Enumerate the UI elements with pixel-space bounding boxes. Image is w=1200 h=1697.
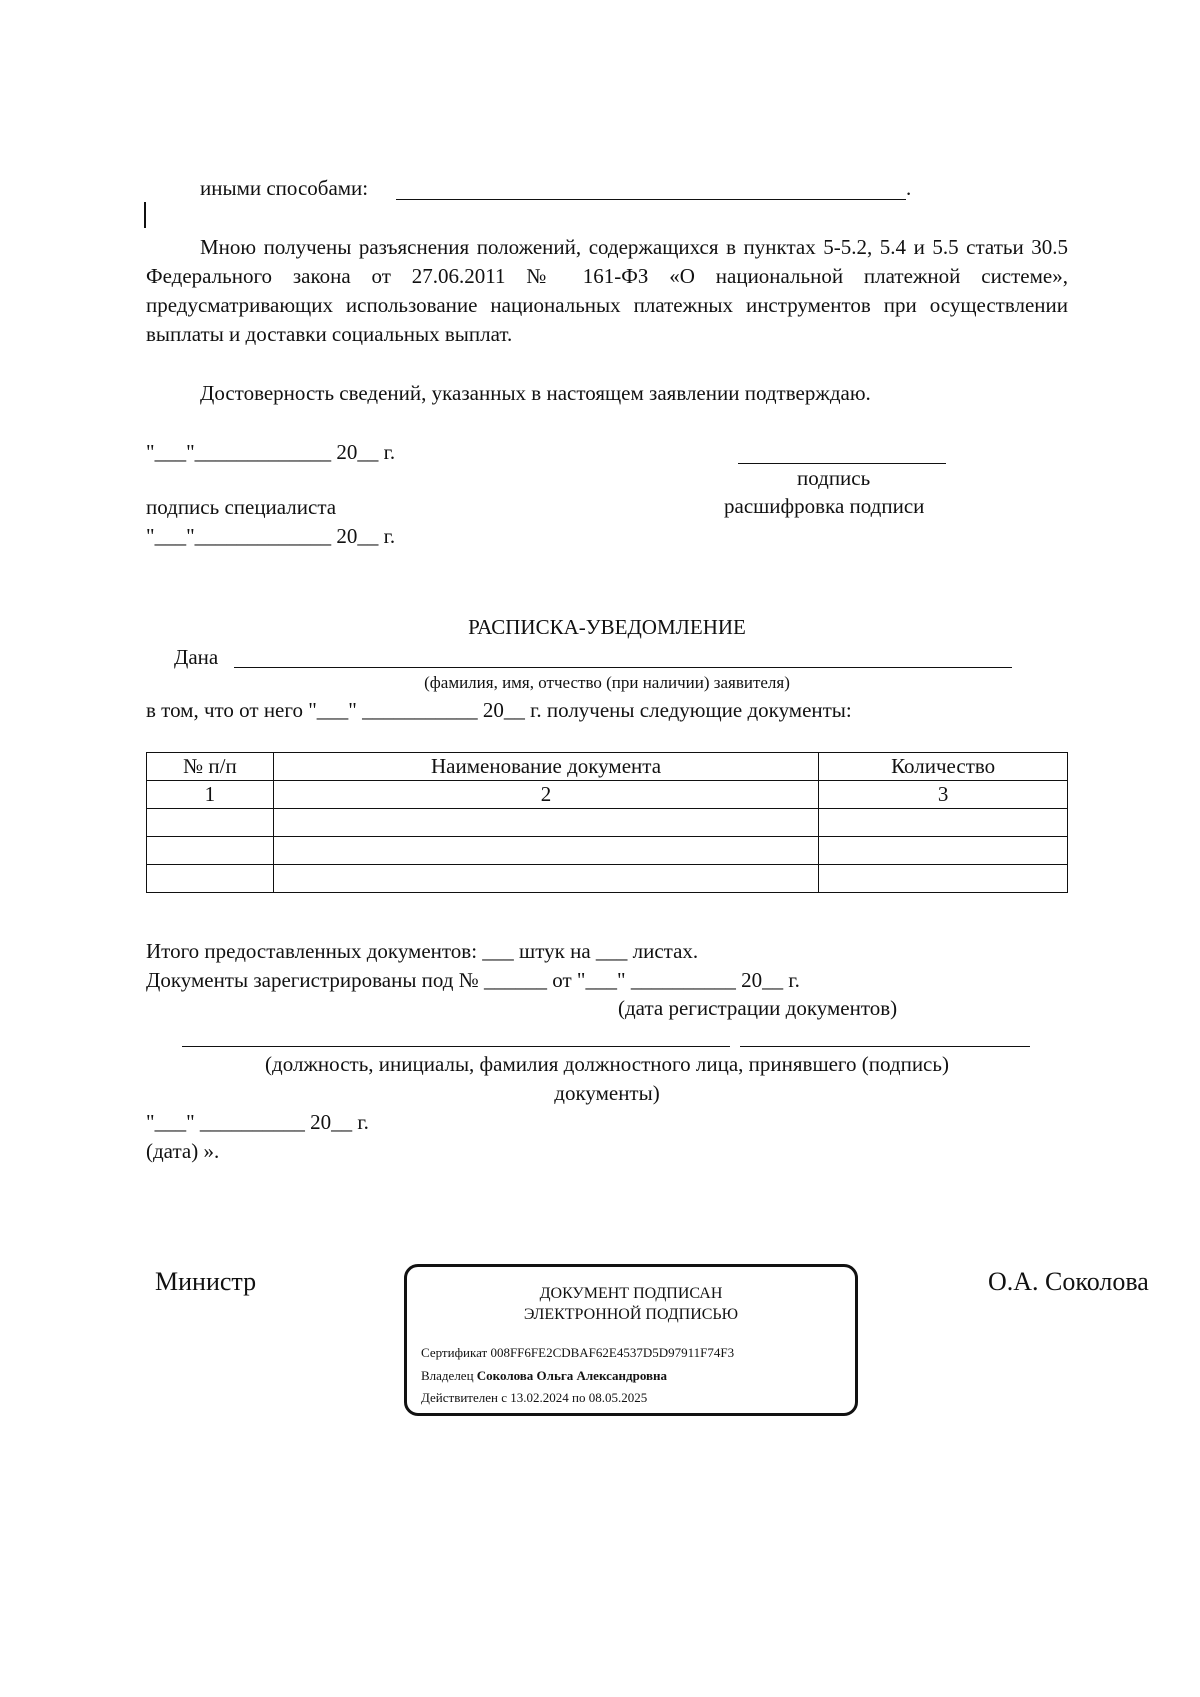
official-name-field-line (182, 1046, 730, 1047)
applicant-caption: (фамилия, имя, отчество (при наличии) заявителя) (424, 673, 790, 692)
table-cell (273, 837, 818, 865)
official-caption-line2: документы) (554, 1081, 660, 1105)
stamp-title-line2: ЭЛЕКТРОННОЙ ПОДПИСЬЮ (523, 1306, 739, 1323)
specialist-date-line: "___"_____________ 20__ г. (146, 524, 396, 548)
applicant-name-field-line (234, 667, 1012, 668)
applicant-date-line: "___"_____________ 20__ г. (146, 440, 396, 464)
registration-date-caption: (дата регистрации документов) (618, 996, 898, 1020)
table-cell (147, 865, 274, 893)
valid-label: Действителен с (421, 1390, 507, 1405)
other-methods-period: . (906, 176, 912, 200)
official-signature-field-line (740, 1046, 1030, 1047)
signature-label: подпись (797, 466, 871, 490)
certificate-value: 008FF6FE2CDBAF62E4537D5D97911F74F3 (490, 1345, 735, 1360)
table-cell (819, 837, 1068, 865)
signature-field-line (738, 463, 946, 464)
signature-decoding-label: расшифровка подписи (724, 494, 925, 518)
table-header-cell: Количество (819, 753, 1068, 781)
acceptance-date-line: "___" __________ 20__ г. (146, 1110, 369, 1134)
table-header-row (147, 753, 1068, 781)
owner-label: Владелец (421, 1368, 474, 1383)
other-methods-label: иными способами: (200, 176, 369, 200)
official-caption-line1: (должность, инициалы, фамилия должностного лица, принявшего (подпись) (265, 1052, 949, 1076)
table-cell (819, 809, 1068, 837)
table-row (147, 865, 1068, 893)
signatory-position: Министр (155, 1267, 257, 1296)
table-cell (273, 865, 818, 893)
receipt-title: РАСПИСКА-УВЕДОМЛЕНИЕ (468, 615, 746, 639)
total-documents-line: Итого предоставленных документов: ___ штук на ___ листах. (146, 939, 699, 963)
stamp-certificate-row (421, 1345, 734, 1361)
specialist-signature-label: подпись специалиста (146, 495, 337, 519)
table-cell: 1 (147, 781, 274, 809)
table-header-cell: № п/п (147, 753, 274, 781)
date-caption: (дата) ». (146, 1139, 220, 1163)
explanation-paragraph: Мною получены разъяснения положений, содержащихся в пунктах 5-5.2, 5.4 и 5.5 статьи 30.5 Федерального закона от 27.06.2011 № 161-ФЗ «О национальной платежной системе», предусматривающих использование национальных платежных инструментов при осуществлении выплаты и доставки социальных выплат. (146, 235, 1068, 346)
table-row (147, 837, 1068, 865)
text-cursor (144, 202, 146, 228)
valid-to: 08.05.2025 (588, 1390, 648, 1405)
stamp-validity-row (421, 1390, 647, 1406)
signatory-name: О.А. Соколова (988, 1267, 1149, 1296)
other-methods-field-line (396, 199, 906, 200)
table-cell: 3 (819, 781, 1068, 809)
given-label: Дана (174, 645, 219, 669)
received-documents-text: в том, что от него "___" ___________ 20__ г. получены следующие документы: (146, 698, 852, 722)
table-cell: 2 (273, 781, 818, 809)
valid-to-label: по (572, 1390, 586, 1405)
registered-line: Документы зарегистрированы под № ______ от "___" __________ 20__ г. (146, 968, 800, 992)
confirmation-text: Достоверность сведений, указанных в настоящем заявлении подтверждаю. (200, 381, 871, 405)
table-cell (147, 809, 274, 837)
table-cell (819, 865, 1068, 893)
stamp-title-line1: ДОКУМЕНТ ПОДПИСАН (539, 1285, 723, 1302)
table-row (147, 809, 1068, 837)
documents-table (146, 752, 1068, 893)
table-header-cell: Наименование документа (273, 753, 818, 781)
e-signature-stamp (404, 1264, 858, 1416)
table-cell (147, 837, 274, 865)
certificate-label: Сертификат (421, 1345, 488, 1360)
table-cell (273, 809, 818, 837)
stamp-owner-row (421, 1368, 667, 1384)
table-numbering-row (147, 781, 1068, 809)
owner-value: Соколова Ольга Александровна (476, 1368, 668, 1383)
valid-from: 13.02.2024 (510, 1390, 569, 1405)
